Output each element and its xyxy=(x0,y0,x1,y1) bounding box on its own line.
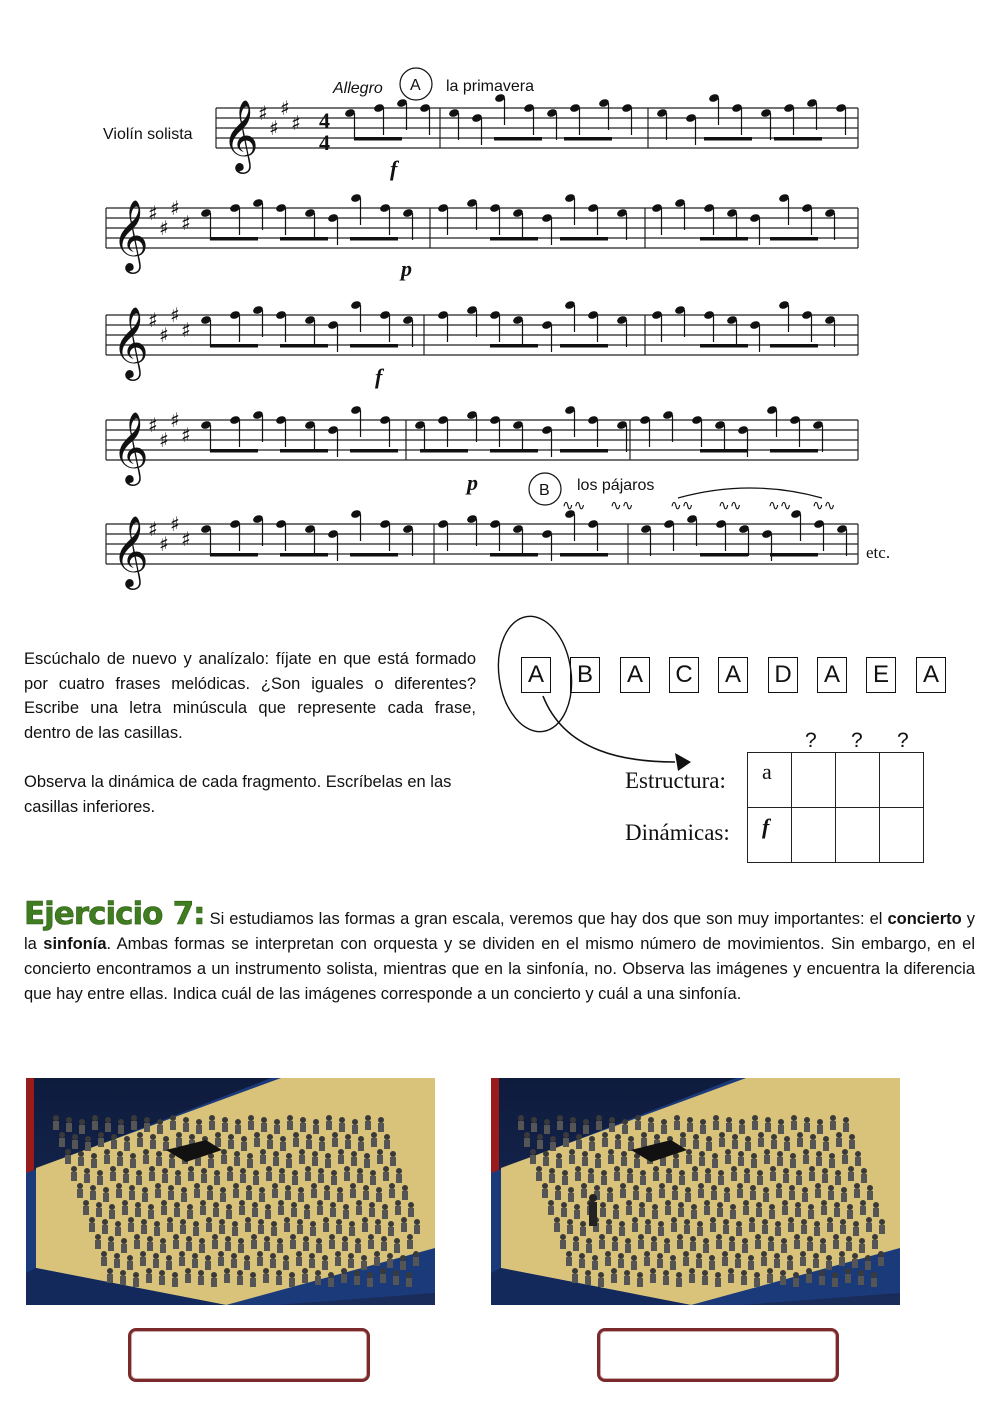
tempo-marking: Allegro xyxy=(333,80,383,97)
etc-label: etc. xyxy=(866,543,891,562)
exercise7-rest: . Ambas formas se interpretan con orquesta y se dividen en el mismo número de movimientos. Sin embargo, en el concierto encontramos a un instrumento solista, mientras que en la sinfonía, no. Observa las imágenes y encuentra la diferencia que hay entre ellas. Indica cuál de las imágenes corresponde a un concierto y cuál a una sinfonía. xyxy=(24,935,975,1003)
sharp-icon: ♯ xyxy=(181,211,191,235)
trill-icon: ∿∿ xyxy=(670,498,694,514)
sharp-icon: ♯ xyxy=(280,96,290,120)
treble-clef-icon: 𝄞 xyxy=(112,305,149,378)
estructura-label: Estructura: xyxy=(625,768,726,793)
question-mark-3: ? xyxy=(897,729,909,752)
sharp-icon: ♯ xyxy=(148,517,158,541)
word-concierto: concierto xyxy=(887,910,962,928)
orchestra-illustration-right xyxy=(491,1078,900,1305)
sequence-letter-4: C xyxy=(669,657,699,693)
sharp-icon: ♯ xyxy=(159,428,169,452)
sequence-letter-2: B xyxy=(570,657,600,693)
sharp-icon: ♯ xyxy=(170,303,180,327)
dinamicas-cell-1[interactable]: f xyxy=(748,808,792,863)
exercise7-title: Ejercicio 7: xyxy=(24,896,205,932)
sharp-icon: ♯ xyxy=(170,196,180,220)
instructions-paragraph-1: Escúchalo de nuevo y analízalo: fíjate en que está formado por cuatro frases melódicas. ¿Son iguales o diferentes? Escribe una letra minúscula que represente cada frase, dentro de las casillas. xyxy=(24,650,476,742)
exercise7-intro: Si estudiamos las formas a gran escala, veremos que hay dos que son muy importantes: el xyxy=(209,910,883,928)
dinamicas-label: Dinámicas: xyxy=(625,820,730,845)
music-score xyxy=(0,0,1000,600)
section-a-letter: A xyxy=(410,77,421,94)
treble-clef-icon: 𝄞 xyxy=(222,98,259,171)
dinamicas-cell-3[interactable] xyxy=(836,808,880,863)
orchestra-image-right xyxy=(491,1078,900,1305)
sequence-letter-6: D xyxy=(768,657,798,693)
orchestra-image-left xyxy=(26,1078,435,1305)
section-b-title: los pájaros xyxy=(577,477,655,494)
trill-icon: ∿∿ xyxy=(718,498,742,514)
instructions-paragraph-2: Observa la dinámica de cada fragmento. Escríbelas en las casillas inferiores. xyxy=(24,773,452,816)
time-signature-bottom: 4 xyxy=(319,130,330,155)
trill-icon: ∿∿ xyxy=(768,498,792,514)
answer-box-left[interactable] xyxy=(128,1328,370,1382)
section-a-title: la primavera xyxy=(446,78,535,95)
sequence-letter-7: A xyxy=(817,657,847,693)
trill-icon: ∿∿ xyxy=(562,498,586,514)
sharp-icon: ♯ xyxy=(148,308,158,332)
staff-system-3 xyxy=(106,300,858,381)
sequence-letter-8: E xyxy=(866,657,896,693)
sharp-icon: ♯ xyxy=(269,116,279,140)
dinamicas-row xyxy=(748,808,924,863)
sharp-icon: ♯ xyxy=(170,512,180,536)
exercise7-text xyxy=(24,896,975,1007)
sharp-icon: ♯ xyxy=(258,101,268,125)
sequence-letter-9: A xyxy=(916,657,946,693)
sharp-icon: ♯ xyxy=(148,413,158,437)
dinamicas-cell-4[interactable] xyxy=(880,808,924,863)
staff-system-4 xyxy=(106,405,858,486)
dynamic-mark-2: p xyxy=(401,256,412,281)
sharp-icon: ♯ xyxy=(159,323,169,347)
dynamic-mark-3: f xyxy=(375,364,383,389)
estructura-cell-2[interactable] xyxy=(792,753,836,808)
sharp-icon: ♯ xyxy=(159,532,169,556)
estructura-row xyxy=(748,753,924,808)
sharp-icon: ♯ xyxy=(148,201,158,225)
sharp-icon: ♯ xyxy=(159,216,169,240)
instrument-label: Violín solista xyxy=(103,126,193,143)
estructura-cell-1[interactable]: a xyxy=(748,753,792,808)
treble-clef-icon: 𝄞 xyxy=(112,410,149,483)
dinamicas-cell-2[interactable] xyxy=(792,808,836,863)
question-mark-2: ? xyxy=(851,729,863,752)
question-mark-1: ? xyxy=(805,729,817,752)
word-sinfonia: sinfonía xyxy=(43,935,107,953)
sharp-icon: ♯ xyxy=(170,408,180,432)
sequence-letter-1: A xyxy=(521,657,551,693)
answer-box-right[interactable] xyxy=(597,1328,839,1382)
staff-system-5 xyxy=(106,498,858,590)
estructura-cell-3[interactable] xyxy=(836,753,880,808)
sequence-letter-5: A xyxy=(718,657,748,693)
sharp-icon: ♯ xyxy=(181,423,191,447)
trill-icon: ∿∿ xyxy=(812,498,836,514)
sharp-icon: ♯ xyxy=(181,527,191,551)
estructura-cell-4[interactable] xyxy=(880,753,924,808)
phrase-slur xyxy=(678,488,822,498)
trill-icon: ∿∿ xyxy=(610,498,634,514)
dynamic-mark-1: f xyxy=(390,156,398,181)
staff-system-1 xyxy=(216,93,858,174)
sequence-letter-3: A xyxy=(620,657,650,693)
time-signature-top: 4 xyxy=(319,108,330,133)
sharp-icon: ♯ xyxy=(291,111,301,135)
connector-y-la: y la xyxy=(24,910,975,953)
dynamic-mark-4: p xyxy=(467,470,478,495)
orchestra-illustration-left xyxy=(26,1078,435,1305)
treble-clef-icon: 𝄞 xyxy=(112,514,149,587)
treble-clef-icon: 𝄞 xyxy=(112,198,149,271)
section-b-letter: B xyxy=(539,482,550,499)
sharp-icon: ♯ xyxy=(181,318,191,342)
answer-grid xyxy=(747,752,924,863)
staff-system-2 xyxy=(106,193,858,274)
